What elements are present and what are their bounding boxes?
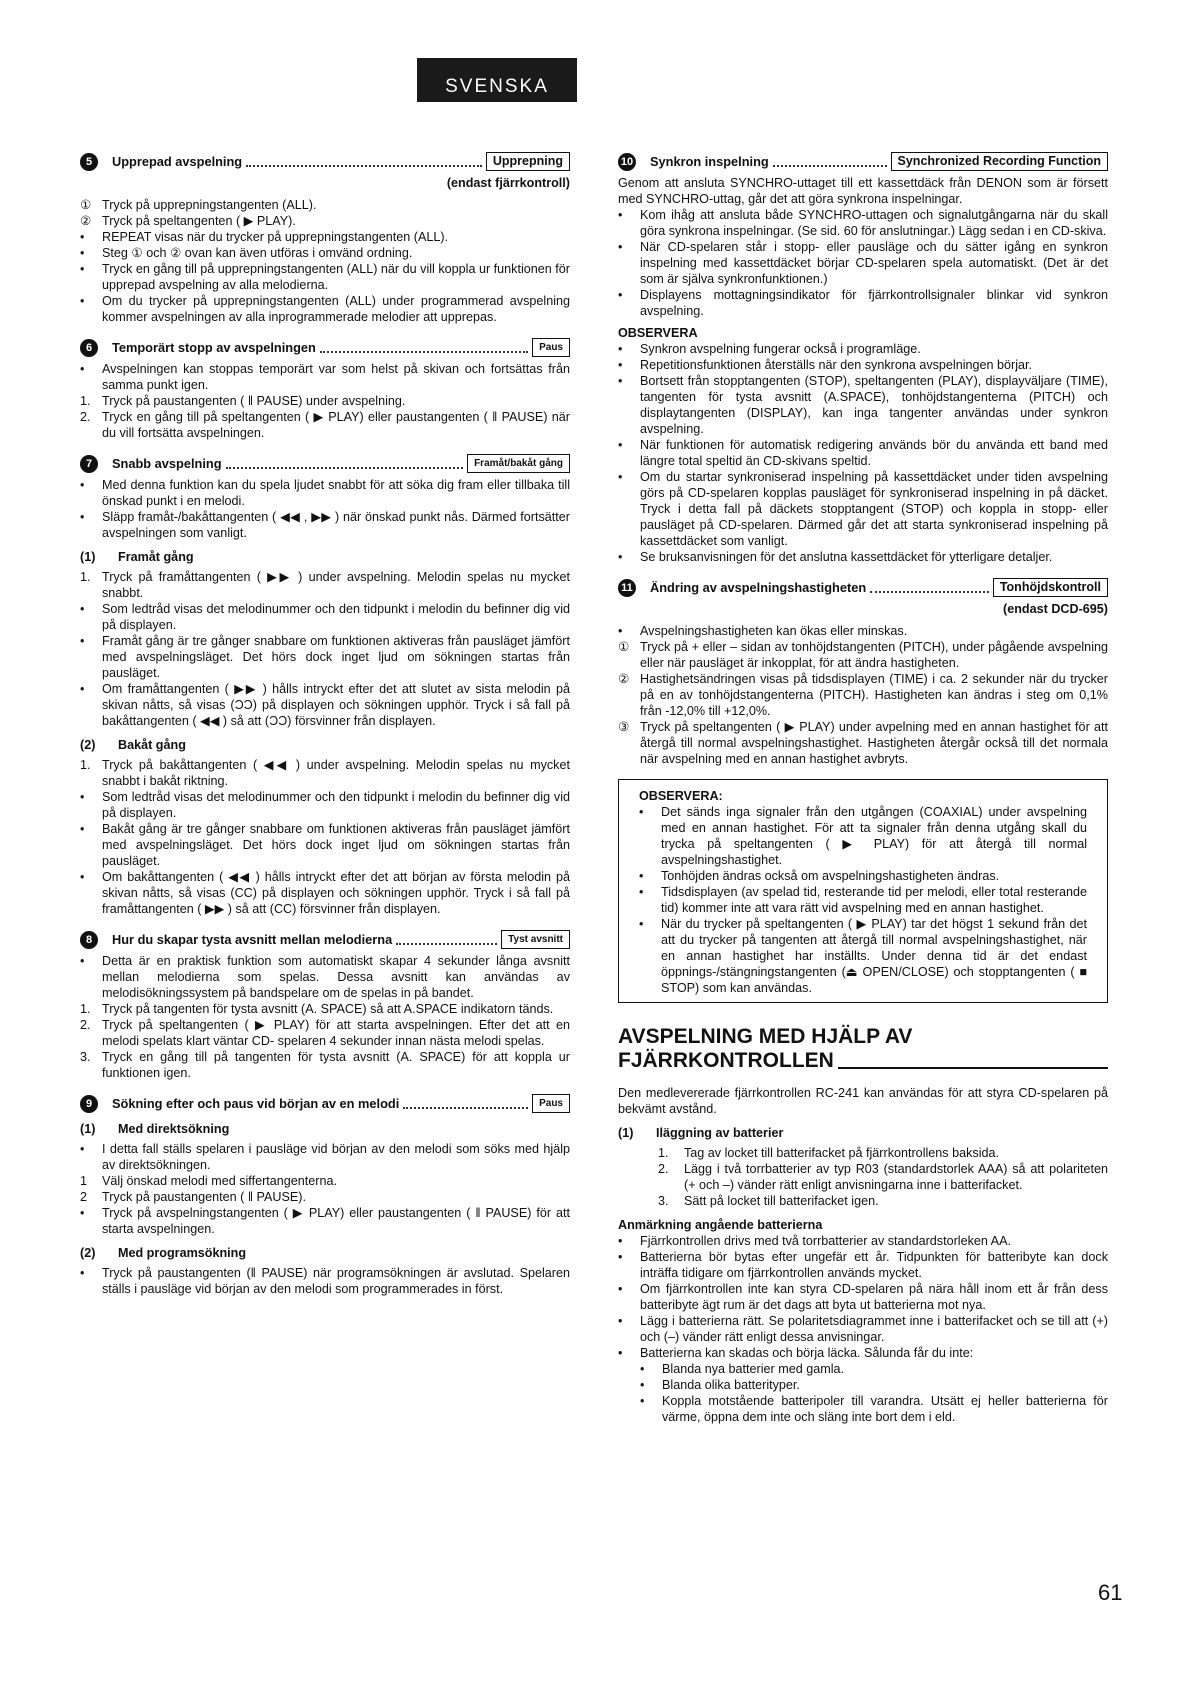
list-text: Som ledtråd visas det melodinummer och den tidpunkt i melodin du befinner dig vid på displayen. <box>102 602 570 632</box>
list-text: Avspelningen kan stoppas temporärt var som helst på skivan och fortsättas från samma punkt igen. <box>102 362 570 392</box>
list-item <box>80 1017 570 1049</box>
list-item <box>618 623 1108 639</box>
section-title: Synkron inspelning <box>650 153 769 169</box>
list-item <box>658 1161 1108 1193</box>
list-text: Tryck på speltangenten ( ▶ PLAY) för att starta avspelningen. Efter det att en melodi spelats klart väntar CD- spelaren 4 sekunder innan nästa melodi spelas. <box>102 1018 570 1048</box>
subheading: (1) Framåt gång <box>80 550 194 564</box>
list-item <box>80 821 570 869</box>
list-text: Med denna funktion kan du spela ljudet snabbt för att söka dig fram eller tillbaka till önskad punkt i en melodi. <box>102 478 570 508</box>
list-item <box>80 213 570 229</box>
list-marker: • <box>80 1206 85 1220</box>
list-marker: • <box>618 470 623 484</box>
item-list <box>639 804 1087 996</box>
list-item <box>618 671 1108 719</box>
list-text: Tryck på speltangenten ( ▶ PLAY) under avpelning med en annan hastighet för att återgå till normal avspelningshastighet. Hastigheten återgår också till det normala när avspelning med en annan hastighet avbryts. <box>640 720 1108 766</box>
intro-text: Genom att ansluta SYNCHRO-uttaget till ett kassettdäck från DENON som är försett med SYNCHRO-uttag, går det att göra synkrona inspelningar. <box>618 176 1108 206</box>
list-text: Batterierna bör bytas efter ungefär ett år. Tidpunkten för batteribyte kan dock inträffa tidigare om fjärrkontrollen används mycket. <box>640 1250 1108 1280</box>
list-item <box>618 341 1108 357</box>
right-column <box>618 152 1108 1425</box>
heading-rule <box>838 1067 1108 1069</box>
list-item <box>640 1377 1108 1393</box>
list-item <box>618 437 1108 469</box>
list-text: Det sänds inga signaler från den utgången (COAXIAL) under avspelning med en annan hastighet. För att ta signaler från denna utgång skall du trycka på speltangenten ( ▶ PLAY) för att återgå till normal avspelningshastighet. <box>661 805 1087 867</box>
list-item <box>618 1233 1108 1249</box>
observe-heading: OBSERVERA <box>618 326 698 340</box>
section-number: 5 <box>80 153 98 171</box>
list-text: Tryck på avspelningstangenten ( ▶ PLAY) eller paustangenten ( ‖ PAUSE) för att starta avspelningen. <box>102 1206 570 1236</box>
list-item <box>80 245 570 261</box>
list-text: Tryck en gång till på upprepningstangenten (ALL) när du vill koppla ur funktionen för upprepad avspelning av alla melodierna. <box>102 262 570 292</box>
list-item <box>618 639 1108 671</box>
list-marker: 1. <box>80 570 91 584</box>
item-list <box>618 623 1108 767</box>
section-search-pause <box>80 1094 570 1297</box>
list-text: Om du trycker på upprepningstangenten (ALL) under programmerad avspelning kommer avspelningen av alla inprogrammerade melodier att upprepas. <box>102 294 570 324</box>
section-title: Snabb avspelning <box>112 455 222 471</box>
intro-text: Den medlevererade fjärrkontrollen RC-241 kan användas för att styra CD-spelaren på bekvämt avstånd. <box>618 1086 1108 1116</box>
step-list <box>618 1145 1108 1209</box>
function-label-box: Synchronized Recording Function <box>891 152 1108 171</box>
list-marker: • <box>618 1282 623 1296</box>
remote-heading: AVSPELNING MED HJÄLP AV FJÄRRKONTROLLEN <box>618 1025 1108 1073</box>
item-list <box>80 569 570 729</box>
list-item <box>80 601 570 633</box>
list-item <box>618 287 1108 319</box>
list-text: Batterierna kan skadas och börja läcka. Sålunda får du inte: <box>640 1346 974 1360</box>
battery-note-heading: Anmärkning angående batterierna <box>618 1218 823 1232</box>
list-text: Tryck på upprepningstangenten (ALL). <box>102 198 317 212</box>
list-text: Displayens mottagningsindikator för fjärrkontrollsignaler blinkar vid synkron avspelning. <box>640 288 1108 318</box>
list-item <box>80 681 570 729</box>
subheading: (1) Med direktsökning <box>80 1122 230 1136</box>
list-text: Se bruksanvisningen för det anslutna kassettdäcket för ytterligare detaljer. <box>640 550 1053 564</box>
list-marker: • <box>80 262 85 276</box>
list-marker: 3. <box>80 1050 91 1064</box>
section-title: Ändring av avspelningshastigheten <box>650 579 867 595</box>
list-text: Framåt gång är tre gånger snabbare om funktionen aktiveras från pausläget jämfört med avspelningsläget. Det hörs dock inget ljud om sökningen startas från pausläget. <box>102 634 570 680</box>
list-item <box>80 1265 570 1297</box>
list-item <box>80 1049 570 1081</box>
list-item <box>658 1145 1108 1161</box>
list-marker: • <box>80 478 85 492</box>
item-list <box>80 361 570 441</box>
list-text: Detta är en praktisk funktion som automatiskt skapar 4 sekunder långa avsnitt mellan melodierna som spelas. Dessa avsnitt kan användas av melodisökningssystem på bandspelare om de spelas in på bandet. <box>102 954 570 1000</box>
list-item <box>80 1205 570 1237</box>
list-item <box>80 229 570 245</box>
list-marker: 1. <box>80 394 91 408</box>
list-item <box>80 197 570 213</box>
list-item <box>80 757 570 789</box>
list-text: När CD-spelaren står i stopp- eller pausläge och du sätter igång en synkron inspelning med kassettdäcket börjar CD-spelaren spela automatiskt. (Det är det som är själva synkronfunktionen.) <box>640 240 1108 286</box>
list-item <box>639 804 1087 868</box>
list-item <box>80 1141 570 1173</box>
section-pause <box>80 338 570 441</box>
list-text: Repetitionsfunktionen återställs när den synkrona avspelningen börjar. <box>640 358 1033 372</box>
section-title: Upprepad avspelning <box>112 153 243 169</box>
language-banner <box>417 58 577 102</box>
list-item <box>639 884 1087 916</box>
list-text: Tryck en gång till på tangenten för tysta avsnitt (A. SPACE) för att koppla ur funktionen igen. <box>102 1050 570 1080</box>
language-label: SVENSKA <box>445 76 549 97</box>
list-text: Tidsdisplayen (av spelad tid, resterande tid per melodi, eller total resterande tid) kommer inte att vara rätt vid avspelning med en annan hastighet. <box>661 885 1087 915</box>
section-number: 10 <box>618 153 636 171</box>
list-item <box>80 261 570 293</box>
left-column <box>80 152 570 1310</box>
observe-heading: OBSERVERA: <box>639 789 723 803</box>
list-text: Tryck en gång till på speltangenten ( ▶ PLAY) eller paustangenten ( ‖ PAUSE) när du vill fortsätta avspelningen. <box>102 410 570 440</box>
list-text: Tryck på paustangenten (‖ PAUSE) när programsökningen är avslutad. Spelaren ställs i pausläge vid början av den melodi som programmerades in först. <box>102 1266 570 1296</box>
leader-dots <box>396 934 497 945</box>
item-list <box>80 953 570 1081</box>
section-title: Hur du skapar tysta avsnitt mellan melodierna <box>112 931 393 947</box>
list-item <box>80 633 570 681</box>
section-synchro-recording <box>618 152 1108 565</box>
list-marker: ② <box>618 672 630 686</box>
list-item <box>80 953 570 1001</box>
list-marker: • <box>639 869 644 883</box>
page-number: 61 <box>1098 1580 1123 1605</box>
list-item <box>618 719 1108 767</box>
list-marker: • <box>618 1346 623 1360</box>
list-marker: • <box>618 208 623 222</box>
list-text: I detta fall ställs spelaren i pausläge vid början av den melodi som söks med hjälp av direktsökningen. <box>102 1142 570 1172</box>
function-label-box: Framåt/bakåt gång <box>467 454 570 473</box>
list-text: Synkron avspelning fungerar också i programläge. <box>640 342 921 356</box>
section-title: Sökning efter och paus vid början av en melodi <box>112 1095 400 1111</box>
list-marker: 1. <box>658 1146 669 1160</box>
section-number: 11 <box>618 579 636 597</box>
list-item <box>80 789 570 821</box>
list-item <box>80 293 570 325</box>
list-text: När funktionen för automatisk redigering används bör du använda ett band med längre total speltid än CD-skivans speltid. <box>640 438 1108 468</box>
list-marker: • <box>80 246 85 260</box>
section-number: 8 <box>80 931 98 949</box>
section-number: 7 <box>80 455 98 473</box>
item-list <box>618 1233 1108 1361</box>
section-silent-gaps <box>80 930 570 1081</box>
subheading: (2) Med programsökning <box>80 1246 247 1260</box>
list-text: Fjärrkontrollen drivs med två torrbatterier av standardstorleken AA. <box>640 1234 1011 1248</box>
item-list <box>618 207 1108 319</box>
list-marker: 1. <box>80 758 91 772</box>
list-marker: • <box>618 550 623 564</box>
list-marker: • <box>639 885 644 899</box>
section-repeat <box>80 152 570 325</box>
list-marker: ③ <box>618 720 630 734</box>
list-marker: 2. <box>80 410 91 424</box>
list-item <box>618 373 1108 437</box>
list-text: Om fjärrkontrollen inte kan styra CD-spelaren på nära håll inom ett år från dess batteribyte ägt rum är det dags att byta ut batterierna mot nya. <box>640 1282 1108 1312</box>
list-text: Tonhöjden ändras också om avspelningshastigheten ändras. <box>661 869 1000 883</box>
list-marker: • <box>639 805 644 819</box>
function-label-box: Paus <box>532 338 570 357</box>
list-text: Om framåttangenten ( ▶▶ ) hålls intryckt efter det att slutet av sista melodin på skivan nåtts, så visas (ƆƆ) på displayen och sökningen upphör. Tryck i så fall på bakåttangenten ( ◀◀ ) så att (ƆƆ) försvinner från displayen. <box>102 682 570 728</box>
list-text: Tryck på tangenten för tysta avsnitt (A. SPACE) så att A.SPACE indikatorn tänds. <box>102 1002 554 1016</box>
list-text: Tryck på framåttangenten ( ▶▶ ) under avspelning. Melodin spelas nu mycket snabbt. <box>102 570 570 600</box>
list-marker: • <box>640 1362 645 1376</box>
list-marker: 1. <box>80 1002 91 1016</box>
list-marker: 1 <box>80 1174 88 1188</box>
list-item <box>618 1345 1108 1361</box>
list-marker: • <box>80 294 85 308</box>
function-label-box: Tyst avsnitt <box>501 930 570 949</box>
list-marker: 2. <box>658 1162 669 1176</box>
list-marker: • <box>80 1142 85 1156</box>
list-marker: • <box>80 362 85 376</box>
list-marker: • <box>639 917 644 931</box>
list-text: Tryck på + eller – sidan av tonhöjdstangenten (PITCH), under pågående avspelning eller när pausläget är inkopplat, för att ändra hastigheten. <box>640 640 1108 670</box>
list-marker: • <box>618 342 623 356</box>
list-marker: • <box>640 1394 645 1408</box>
list-item <box>80 409 570 441</box>
list-marker: • <box>80 682 85 696</box>
list-item <box>80 361 570 393</box>
list-item <box>640 1393 1108 1425</box>
list-marker: 2 <box>80 1190 88 1204</box>
list-text: Tryck på paustangenten ( ‖ PAUSE) under avspelning. <box>102 394 406 408</box>
list-text: Som ledtråd visas det melodinummer och den tidpunkt i melodin du befinner dig vid på displayen. <box>102 790 570 820</box>
list-item <box>618 357 1108 373</box>
list-text: Lägg i batterierna rätt. Se polaritetsdiagrammet inne i batterifacket och se till att (+) och (–) vänder rätt enligt dessa anvisningar. <box>640 1314 1108 1344</box>
item-list <box>618 1361 1108 1425</box>
subheading: (2) Bakåt gång <box>80 738 186 752</box>
list-text: REPEAT visas när du trycker på upprepningstangenten (ALL). <box>102 230 449 244</box>
list-marker: • <box>80 634 85 648</box>
list-item <box>80 1189 570 1205</box>
item-list <box>80 757 570 917</box>
list-text: Om bakåttangenten ( ◀◀ ) hålls intryckt efter det att början av första melodin på skivan nåtts, så visas (CC) på displayen och sökningen upphör. Tryck i så fall på framåttangenten ( ▶▶ ) så att (CC) försvinner från displayen. <box>102 870 570 916</box>
list-item <box>618 1249 1108 1281</box>
list-marker: • <box>80 602 85 616</box>
list-item <box>639 916 1087 996</box>
leader-dots <box>870 582 989 593</box>
list-text: Blanda nya batterier med gamla. <box>662 1362 845 1376</box>
list-text: Blanda olika batterityper. <box>662 1378 800 1392</box>
model-only-note: (endast DCD-695) <box>1003 602 1108 616</box>
list-marker: • <box>80 790 85 804</box>
list-marker: ① <box>618 640 630 654</box>
list-item <box>618 469 1108 549</box>
function-label-box: Upprepning <box>486 152 570 171</box>
list-item <box>618 549 1108 565</box>
list-text: Tryck på paustangenten ( ‖ PAUSE). <box>102 1190 306 1204</box>
section-number: 6 <box>80 339 98 357</box>
list-item <box>639 868 1087 884</box>
list-marker: ② <box>80 214 92 228</box>
list-marker: • <box>618 438 623 452</box>
item-list <box>80 197 570 325</box>
list-text: Tryck på bakåttangenten ( ◀◀ ) under avspelning. Melodin spelas nu mycket snabbt i bakåt riktning. <box>102 758 570 788</box>
list-marker: 2. <box>80 1018 91 1032</box>
list-text: Välj önskad melodi med siffertangenterna. <box>102 1174 337 1188</box>
list-item <box>618 207 1108 239</box>
list-text: Sätt på locket till batterifacket igen. <box>684 1194 879 1208</box>
list-text: Steg ① och ② ovan kan även utföras i omvänd ordning. <box>102 246 413 260</box>
list-item <box>80 1173 570 1189</box>
observe-note-box <box>618 779 1108 1003</box>
list-marker: • <box>618 358 623 372</box>
subheading: (1) Iläggning av batterier <box>618 1126 784 1140</box>
remote-only-note: (endast fjärrkontroll) <box>446 176 570 190</box>
list-item <box>80 477 570 509</box>
list-item <box>618 1281 1108 1313</box>
list-marker: • <box>618 374 623 388</box>
list-marker: • <box>80 822 85 836</box>
list-marker: • <box>80 1266 85 1280</box>
list-item <box>618 239 1108 287</box>
list-text: Tryck på speltangenten ( ▶ PLAY). <box>102 214 296 228</box>
list-marker: • <box>618 240 623 254</box>
list-text: Kom ihåg att ansluta både SYNCHRO-uttagen och signalutgångarna när du skall göra synkrona inspelningar. (Se sid. 60 för anslutningar.) Lägg sedan i en CD-skiva. <box>640 208 1108 238</box>
list-text: När du trycker på speltangenten ( ▶ PLAY) tar det högst 1 sekund från det att du trycker på tangenten att återgå till normal avspelningshastighet, när en annan hastighet har inställts. Under denna tid är det endast öppnings-/stängningstangenten (⏏ OPEN/CLOSE) och stopptangenten ( ■ STOP) som kan användas. <box>661 917 1087 995</box>
list-marker: • <box>618 288 623 302</box>
list-marker: • <box>640 1378 645 1392</box>
list-text: Släpp framåt-/bakåttangenten ( ◀◀ , ▶▶ ) när önskad punkt nås. Därmed fortsätter avspelningen som vanligt. <box>102 510 570 540</box>
list-marker: • <box>80 870 85 884</box>
list-item <box>658 1193 1108 1209</box>
list-item <box>618 1313 1108 1345</box>
item-list <box>80 1141 570 1237</box>
list-marker: • <box>80 510 85 524</box>
section-remote-control <box>618 1025 1108 1425</box>
list-marker: ① <box>80 198 92 212</box>
list-text: Hastighetsändringen visas på tidsdisplayen (TIME) i ca. 2 sekunder när du trycker på en av tonhöjdstangenterna (PITCH). Hastigheten kan ändras i steg om 0,1% från -12,0% till +12,0%. <box>640 672 1108 718</box>
section-fast-play <box>80 454 570 917</box>
leader-dots <box>226 458 464 469</box>
leader-dots <box>246 156 482 167</box>
list-item <box>80 1001 570 1017</box>
list-text: Bakåt gång är tre gånger snabbare om funktionen aktiveras från pausläget jämfört med avspelningsläget. Det hörs dock inget ljud om sökningen startas från pausläget. <box>102 822 570 868</box>
list-item <box>80 869 570 917</box>
item-list <box>80 477 570 541</box>
list-marker: • <box>618 1314 623 1328</box>
leader-dots <box>403 1098 528 1109</box>
list-item <box>80 569 570 601</box>
function-label-box: Tonhöjdskontroll <box>993 578 1108 597</box>
list-text: Bortsett från stopptangenten (STOP), speltangenten (PLAY), displayväljare (TIME), tangenten för tysta avsnitt (A.SPACE), tonhöjdstangenterna (PITCH) och displaytangenten (DISPLAY), kan inga tangenter användas under synkron avspelning. <box>640 374 1108 436</box>
section-number: 9 <box>80 1095 98 1113</box>
item-list <box>80 1265 570 1297</box>
list-text: Koppla motstående batteripoler till varandra. Utsätt ej heller batterierna för värme, öppna dem inte och släng inte bort dem i eld. <box>662 1394 1108 1424</box>
list-marker: • <box>80 954 85 968</box>
list-text: Avspelningshastigheten kan ökas eller minskas. <box>640 624 908 638</box>
leader-dots <box>773 156 887 167</box>
list-marker: • <box>80 230 85 244</box>
list-item <box>640 1361 1108 1377</box>
list-item <box>80 509 570 541</box>
list-marker: • <box>618 624 623 638</box>
leader-dots <box>320 342 528 353</box>
list-text: Tag av locket till batterifacket på fjärrkontrollens baksida. <box>684 1146 999 1160</box>
list-marker: • <box>618 1250 623 1264</box>
list-marker: 3. <box>658 1194 669 1208</box>
section-pitch-control <box>618 578 1108 1003</box>
section-title: Temporärt stopp av avspelningen <box>112 339 316 355</box>
item-list <box>618 341 1108 565</box>
list-item <box>80 393 570 409</box>
list-marker: • <box>618 1234 623 1248</box>
function-label-box: Paus <box>532 1094 570 1113</box>
list-text: Lägg i två torrbatterier av typ R03 (standardstorlek AAA) så att polariteten (+ och –) vänder rätt enligt anvisningarna inne i batterifacket. <box>684 1162 1108 1192</box>
list-text: Om du startar synkroniserad inspelning på kassettdäcket under tiden avspelning görs på CD-spelaren kopplas pausläget för synkroniserad inspelning in på däcket. Tryck i detta fall på däckets stopptangent (STOP) och koppla in stopp- eller pausläget på CD-spelaren. Därmed går det att starta synkroniserad inspelning på kassettdäcket som vanligt. <box>640 470 1108 548</box>
